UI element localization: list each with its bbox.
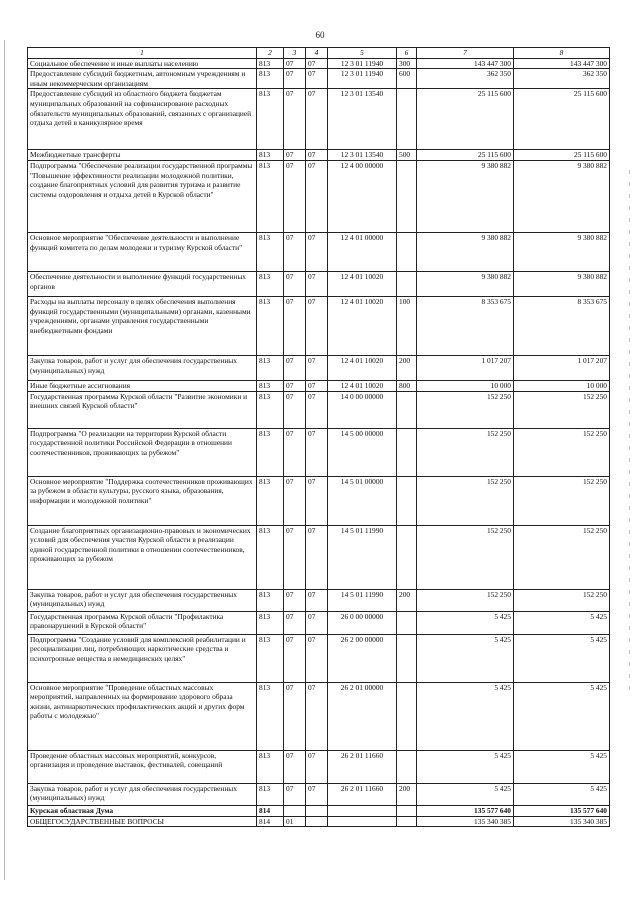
row-name-cell: Обеспечение деятельности и выполнение функций государственных органов: [28, 271, 257, 296]
row-name-cell: Расходы на выплаты персоналу в целях обеспечения выполнения функций государственными (муниципальными) органами, казенными учреждениями, органами управления государственными внебюджетными фондами: [28, 296, 257, 355]
expense-type-cell: 600: [397, 69, 417, 89]
subsection-cell: [306, 805, 328, 816]
grbs-code-cell: 813: [257, 58, 284, 69]
target-article-cell: 26 2 01 11660: [328, 750, 397, 783]
target-article-cell: 14 5 01 11990: [328, 525, 397, 589]
section-cell: 07: [284, 391, 306, 428]
target-article-cell: 12 4 01 10020: [328, 271, 397, 296]
subsection-cell: 07: [306, 525, 328, 589]
amount-cell: 362 350: [417, 69, 514, 89]
grbs-code-cell: 813: [257, 476, 284, 525]
expense-type-cell: [397, 634, 417, 682]
amount-cell: 143 447 300: [417, 58, 514, 69]
table-row: [28, 682, 610, 750]
amount-cell: 362 350: [514, 69, 610, 89]
expense-type-cell: [397, 682, 417, 750]
table-row: [28, 355, 610, 380]
target-article-cell: 12 4 01 00000: [328, 232, 397, 271]
section-cell: 07: [284, 611, 306, 634]
amount-cell: 5 425: [417, 682, 514, 750]
subsection-cell: 07: [306, 380, 328, 391]
section-cell: 07: [284, 589, 306, 611]
subsection-cell: 07: [306, 589, 328, 611]
amount-cell: 152 250: [417, 476, 514, 525]
scan-edge-line: [4, 40, 5, 880]
amount-cell: 135 577 640: [417, 805, 514, 816]
target-article-cell: 12 3 01 13540: [328, 150, 397, 161]
amount-cell: 9 380 882: [514, 160, 610, 232]
expense-type-cell: [397, 391, 417, 428]
section-cell: 07: [284, 271, 306, 296]
table-row: [28, 89, 610, 150]
row-name-cell: Государственная программа Курской области "Профилактика правонарушений в Курской области": [28, 611, 257, 634]
section-cell: 07: [284, 682, 306, 750]
header-cell: 5: [328, 48, 397, 59]
table-row: [28, 805, 610, 816]
grbs-code-cell: 813: [257, 783, 284, 805]
subsection-cell: 07: [306, 296, 328, 355]
expense-type-cell: 800: [397, 380, 417, 391]
amount-cell: 135 340 385: [417, 816, 514, 827]
amount-cell: 8 353 675: [417, 296, 514, 355]
target-article-cell: 12 4 01 10020: [328, 355, 397, 380]
section-cell: 07: [284, 69, 306, 89]
section-cell: 07: [284, 380, 306, 391]
table-row: [28, 525, 610, 589]
grbs-code-cell: 814: [257, 805, 284, 816]
target-article-cell: 26 2 01 11660: [328, 783, 397, 805]
row-name-cell: Закупка товаров, работ и услуг для обеспечения государственных (муниципальных) нужд: [28, 589, 257, 611]
row-name-cell: Основное мероприятие "Проведение областных массовых мероприятий, направленных на формирование здорового образа жизни, антинаркотических профилактических акций и других форм работы с молодежью": [28, 682, 257, 750]
table-row: [28, 160, 610, 232]
amount-cell: 9 380 882: [417, 271, 514, 296]
row-name-cell: Иные бюджетные ассигнования: [28, 380, 257, 391]
section-cell: 07: [284, 58, 306, 69]
table-row: [28, 476, 610, 525]
target-article-cell: 26 2 00 00000: [328, 634, 397, 682]
amount-cell: 152 250: [514, 525, 610, 589]
section-cell: [284, 805, 306, 816]
subsection-cell: 07: [306, 69, 328, 89]
expense-type-cell: [397, 428, 417, 476]
target-article-cell: [328, 816, 397, 827]
amount-cell: 152 250: [514, 391, 610, 428]
expense-type-cell: [397, 750, 417, 783]
header-row: [28, 48, 610, 59]
subsection-cell: 07: [306, 428, 328, 476]
subsection-cell: 07: [306, 611, 328, 634]
amount-cell: 152 250: [514, 589, 610, 611]
amount-cell: 5 425: [417, 783, 514, 805]
scan-margin-dots: [629, 170, 630, 690]
header-cell: 2: [257, 48, 284, 59]
grbs-code-cell: 813: [257, 160, 284, 232]
amount-cell: 152 250: [417, 428, 514, 476]
row-name-cell: Государственная программа Курской области "Развитие экономики и внешних связей Курской области": [28, 391, 257, 428]
row-name-cell: Подпрограмма "О реализации на территории Курской области государственной политики Российской Федерации в отношении соотечественников, проживающих за рубежом": [28, 428, 257, 476]
section-cell: 07: [284, 89, 306, 150]
target-article-cell: 12 4 01 10020: [328, 380, 397, 391]
amount-cell: 9 380 882: [514, 232, 610, 271]
row-name-cell: Предоставление субсидий бюджетным, автономным учреждениям и иным некоммерческим организациям: [28, 69, 257, 89]
amount-cell: 1 017 207: [417, 355, 514, 380]
amount-cell: 5 425: [514, 634, 610, 682]
table-row: [28, 296, 610, 355]
section-cell: 07: [284, 232, 306, 271]
grbs-code-cell: 813: [257, 355, 284, 380]
row-name-cell: Закупка товаров, работ и услуг для обеспечения государственных (муниципальных) нужд: [28, 783, 257, 805]
row-name-cell: Создание благоприятных организационно-правовых и экономических условий для обеспечения участия Курской области в реализации единой государственной политики в отношении соотечественников, проживающих за рубежом: [28, 525, 257, 589]
amount-cell: 5 425: [514, 611, 610, 634]
target-article-cell: 14 5 00 00000: [328, 428, 397, 476]
grbs-code-cell: 813: [257, 611, 284, 634]
amount-cell: 152 250: [514, 428, 610, 476]
section-cell: 07: [284, 355, 306, 380]
section-cell: 07: [284, 296, 306, 355]
subsection-cell: 07: [306, 682, 328, 750]
grbs-code-cell: 813: [257, 380, 284, 391]
grbs-code-cell: 813: [257, 589, 284, 611]
amount-cell: 152 250: [514, 476, 610, 525]
amount-cell: 10 000: [514, 380, 610, 391]
header-cell: 3: [284, 48, 306, 59]
section-cell: 07: [284, 428, 306, 476]
row-name-cell: Проведение областных массовых мероприятий, конкурсов, организация и проведение выставок, фестивалей, совещаний: [28, 750, 257, 783]
grbs-code-cell: 813: [257, 391, 284, 428]
subsection-cell: 07: [306, 783, 328, 805]
amount-cell: 135 340 385: [514, 816, 610, 827]
expense-type-cell: 300: [397, 58, 417, 69]
header-cell: 4: [306, 48, 328, 59]
amount-cell: 25 115 600: [417, 89, 514, 150]
subsection-cell: 07: [306, 58, 328, 69]
row-name-cell: Закупка товаров, работ и услуг для обеспечения государственных (муниципальных) нужд: [28, 355, 257, 380]
amount-cell: 5 425: [514, 682, 610, 750]
grbs-code-cell: 814: [257, 816, 284, 827]
table-row: [28, 69, 610, 89]
row-name-cell: Межбюджетные трансферты: [28, 150, 257, 161]
section-cell: 07: [284, 525, 306, 589]
expense-type-cell: [397, 816, 417, 827]
row-name-cell: ОБЩЕГОСУДАРСТВЕННЫЕ ВОПРОСЫ: [28, 816, 257, 827]
expense-type-cell: [397, 232, 417, 271]
amount-cell: 135 577 640: [514, 805, 610, 816]
amount-cell: 8 353 675: [514, 296, 610, 355]
expense-type-cell: [397, 525, 417, 589]
grbs-code-cell: 813: [257, 682, 284, 750]
row-name-cell: Социальное обеспечение и иные выплаты населению: [28, 58, 257, 69]
amount-cell: 143 447 300: [514, 58, 610, 69]
row-name-cell: Основное мероприятие "Обеспечение деятельности и выполнение функций комитета по делам молодежи и туризму Курской области": [28, 232, 257, 271]
grbs-code-cell: 813: [257, 296, 284, 355]
grbs-code-cell: 813: [257, 232, 284, 271]
table-row: [28, 271, 610, 296]
target-article-cell: 12 4 01 10020: [328, 296, 397, 355]
target-article-cell: 12 3 01 11940: [328, 58, 397, 69]
subsection-cell: 07: [306, 271, 328, 296]
section-cell: 01: [284, 816, 306, 827]
row-name-cell: Основное мероприятие "Поддержка соотечественников проживающих за рубежом в области культуры, русского языка, образования, информации и молодежной политики": [28, 476, 257, 525]
section-cell: 07: [284, 750, 306, 783]
expense-type-cell: 200: [397, 783, 417, 805]
row-name-cell: Предоставление субсидий из областного бюджета бюджетам муниципальных образований на софинансирование расходных обязательств муниципальных образований, связанных с организацией отдыха детей в каникулярное время: [28, 89, 257, 150]
amount-cell: 152 250: [417, 525, 514, 589]
grbs-code-cell: 813: [257, 428, 284, 476]
section-cell: 07: [284, 783, 306, 805]
table-row: [28, 58, 610, 69]
target-article-cell: 14 5 01 11990: [328, 589, 397, 611]
amount-cell: 25 115 600: [514, 150, 610, 161]
section-cell: 07: [284, 476, 306, 525]
amount-cell: 9 380 882: [417, 232, 514, 271]
amount-cell: 10 000: [417, 380, 514, 391]
page-number: 60: [315, 30, 325, 40]
target-article-cell: 14 0 00 00000: [328, 391, 397, 428]
expense-type-cell: 200: [397, 355, 417, 380]
amount-cell: 152 250: [417, 391, 514, 428]
expense-type-cell: 100: [397, 296, 417, 355]
table-row: [28, 589, 610, 611]
table-body: [28, 58, 610, 827]
grbs-code-cell: 813: [257, 150, 284, 161]
table-row: [28, 150, 610, 161]
budget-table: [27, 47, 610, 827]
table-row: [28, 428, 610, 476]
subsection-cell: [306, 816, 328, 827]
grbs-code-cell: 813: [257, 750, 284, 783]
table-row: [28, 750, 610, 783]
amount-cell: 5 425: [417, 611, 514, 634]
expense-type-cell: [397, 805, 417, 816]
expense-type-cell: 500: [397, 150, 417, 161]
subsection-cell: 07: [306, 232, 328, 271]
amount-cell: 5 425: [514, 783, 610, 805]
header-cell: 1: [28, 48, 257, 59]
amount-cell: 25 115 600: [417, 150, 514, 161]
grbs-code-cell: 813: [257, 525, 284, 589]
subsection-cell: 07: [306, 391, 328, 428]
table-row: [28, 232, 610, 271]
grbs-code-cell: 813: [257, 271, 284, 296]
subsection-cell: 07: [306, 355, 328, 380]
subsection-cell: 07: [306, 160, 328, 232]
expense-type-cell: [397, 271, 417, 296]
grbs-code-cell: 813: [257, 69, 284, 89]
target-article-cell: 14 5 01 00000: [328, 476, 397, 525]
row-name-cell: Подпрограмма "Создание условий для комплексной реабилитации и ресоциализации лиц, потребляющих наркотические средства и психотропные вещества в немедицинских целях": [28, 634, 257, 682]
amount-cell: 25 115 600: [514, 89, 610, 150]
target-article-cell: 12 3 01 13540: [328, 89, 397, 150]
amount-cell: 5 425: [417, 634, 514, 682]
table-row: [28, 380, 610, 391]
amount-cell: 152 250: [417, 589, 514, 611]
header-cell: 6: [397, 48, 417, 59]
header-cell: 8: [514, 48, 610, 59]
table-row: [28, 611, 610, 634]
target-article-cell: 12 3 01 11940: [328, 69, 397, 89]
table-row: [28, 816, 610, 827]
row-name-cell: Курская областная Дума: [28, 805, 257, 816]
amount-cell: 9 380 882: [417, 160, 514, 232]
expense-type-cell: [397, 160, 417, 232]
amount-cell: 9 380 882: [514, 271, 610, 296]
table-row: [28, 783, 610, 805]
subsection-cell: 07: [306, 634, 328, 682]
subsection-cell: 07: [306, 150, 328, 161]
subsection-cell: 07: [306, 750, 328, 783]
amount-cell: 5 425: [417, 750, 514, 783]
section-cell: 07: [284, 160, 306, 232]
header-cell: 7: [417, 48, 514, 59]
target-article-cell: 12 4 00 00000: [328, 160, 397, 232]
row-name-cell: Подпрограмма "Обеспечение реализации государственной программы "Повышение эффективности реализации молодежной политики, создание благоприятных условий для развития туризма и развитие системы оздоровления и отдыха детей в Курской области": [28, 160, 257, 232]
expense-type-cell: [397, 89, 417, 150]
grbs-code-cell: 813: [257, 634, 284, 682]
section-cell: 07: [284, 150, 306, 161]
table-row: [28, 634, 610, 682]
amount-cell: 1 017 207: [514, 355, 610, 380]
expense-type-cell: [397, 476, 417, 525]
table-row: [28, 391, 610, 428]
grbs-code-cell: 813: [257, 89, 284, 150]
expense-type-cell: 200: [397, 589, 417, 611]
subsection-cell: 07: [306, 476, 328, 525]
expense-type-cell: [397, 611, 417, 634]
target-article-cell: 26 0 00 00000: [328, 611, 397, 634]
target-article-cell: 26 2 01 00000: [328, 682, 397, 750]
amount-cell: 5 425: [514, 750, 610, 783]
target-article-cell: [328, 805, 397, 816]
subsection-cell: 07: [306, 89, 328, 150]
section-cell: 07: [284, 634, 306, 682]
